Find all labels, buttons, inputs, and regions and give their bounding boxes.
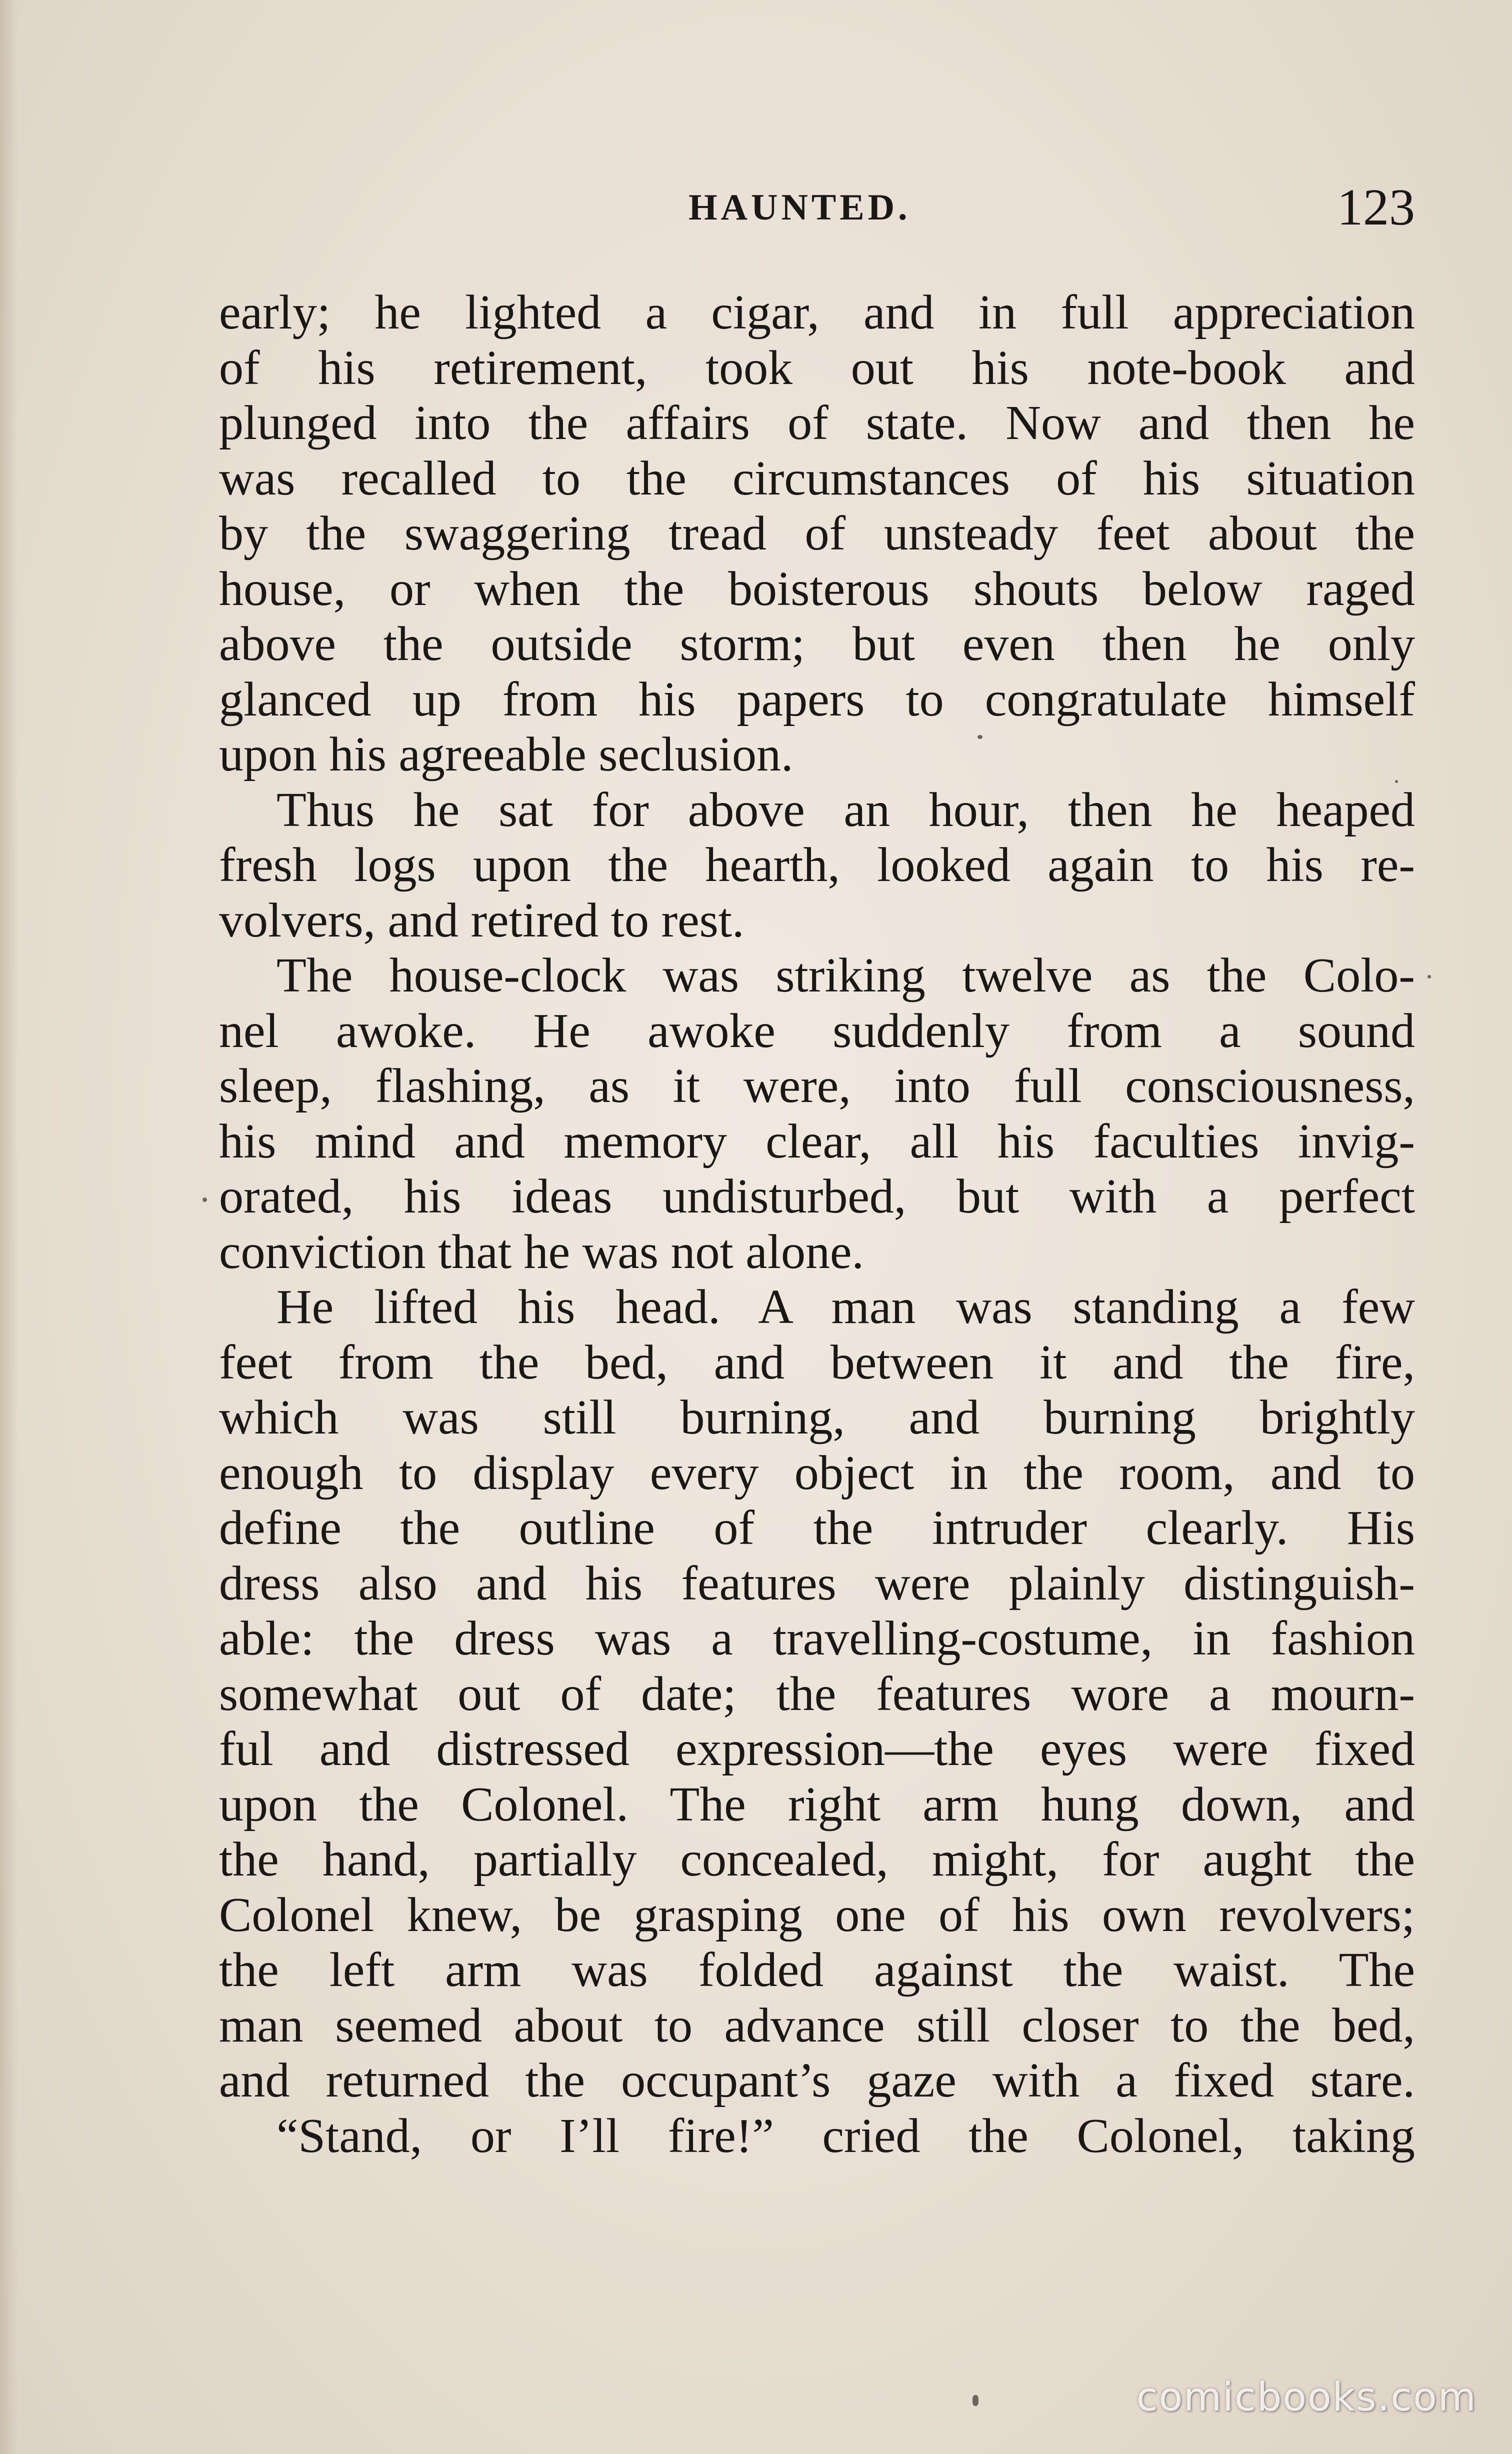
text-line: able: the dress was a travelling-costume, in fashion [219, 1612, 1415, 1666]
text-line: the left arm was folded against the waist. The [219, 1943, 1415, 1997]
text-line: fresh logs upon the hearth, looked again to his re- [219, 838, 1415, 892]
text-line: volvers, and retired to rest. [219, 893, 744, 948]
paper-speck [1395, 780, 1398, 783]
text-line: feet from the bed, and between it and the fire, [219, 1335, 1415, 1390]
paper-speck [978, 735, 982, 739]
text-line: plunged into the affairs of state. Now and then he [219, 396, 1415, 450]
page-edge-shadow [0, 0, 18, 2454]
paper-speck [972, 2395, 978, 2406]
chapter-title: HAUNTED. [688, 187, 911, 228]
text-line: Colonel knew, be grasping one of his own revolvers; [219, 1888, 1415, 1942]
text-line: The house-clock was striking twelve as the Colo- [276, 948, 1415, 1002]
text-line: Thus he sat for above an hour, then he heaped [276, 782, 1415, 837]
text-line: somewhat out of date; the features wore a mourn- [219, 1666, 1415, 1721]
text-line: the hand, partially concealed, might, for aught the [219, 1832, 1415, 1886]
running-head [218, 178, 1415, 238]
text-line: upon his agreeable seclusion. [219, 728, 794, 782]
text-line: which was still burning, and burning brightly [219, 1390, 1415, 1444]
text-line: early; he lighted a cigar, and in full appreciation [219, 286, 1415, 340]
text-line: orated, his ideas undisturbed, but with a perfect [219, 1170, 1415, 1224]
paper-speck [202, 1198, 207, 1202]
text-line: man seemed about to advance still closer to the bed, [219, 1998, 1415, 2052]
text-line: sleep, flashing, as it were, into full consciousness, [219, 1059, 1415, 1113]
text-line: ful and distressed expression—the eyes were fixed [219, 1722, 1415, 1776]
text-line: “Stand, or I’ll fire!” cried the Colonel, taking [276, 2108, 1415, 2163]
text-line: of his retirement, took out his note-book and [219, 340, 1415, 395]
text-line: define the outline of the intruder clearly. His [219, 1501, 1415, 1555]
page-number: 123 [1337, 178, 1415, 236]
body-text [219, 285, 1415, 2164]
text-line: and returned the occupant’s gaze with a fixed stare. [219, 2054, 1415, 2108]
text-line: above the outside storm; but even then he only [219, 617, 1415, 671]
text-line: He lifted his head. A man was standing a few [276, 1280, 1415, 1334]
text-line: his mind and memory clear, all his faculties invig- [219, 1114, 1415, 1168]
text-line: conviction that he was not alone. [219, 1224, 864, 1279]
text-line: glanced up from his papers to congratulate himself [219, 672, 1415, 726]
text-line: nel awoke. He awoke suddenly from a sound [219, 1004, 1415, 1058]
paper-speck [1428, 975, 1431, 978]
text-line: upon the Colonel. The right arm hung down, and [219, 1777, 1415, 1832]
text-line: by the swaggering tread of unsteady feet about the [219, 506, 1415, 560]
text-line: house, or when the boisterous shouts below raged [219, 562, 1415, 616]
text-line: enough to display every object in the room, and to [219, 1446, 1415, 1500]
text-line: dress also and his features were plainly distinguish- [219, 1556, 1415, 1610]
text-line: was recalled to the circumstances of his situation [219, 451, 1415, 506]
watermark-logo: comicbooks.com [1136, 2375, 1477, 2420]
